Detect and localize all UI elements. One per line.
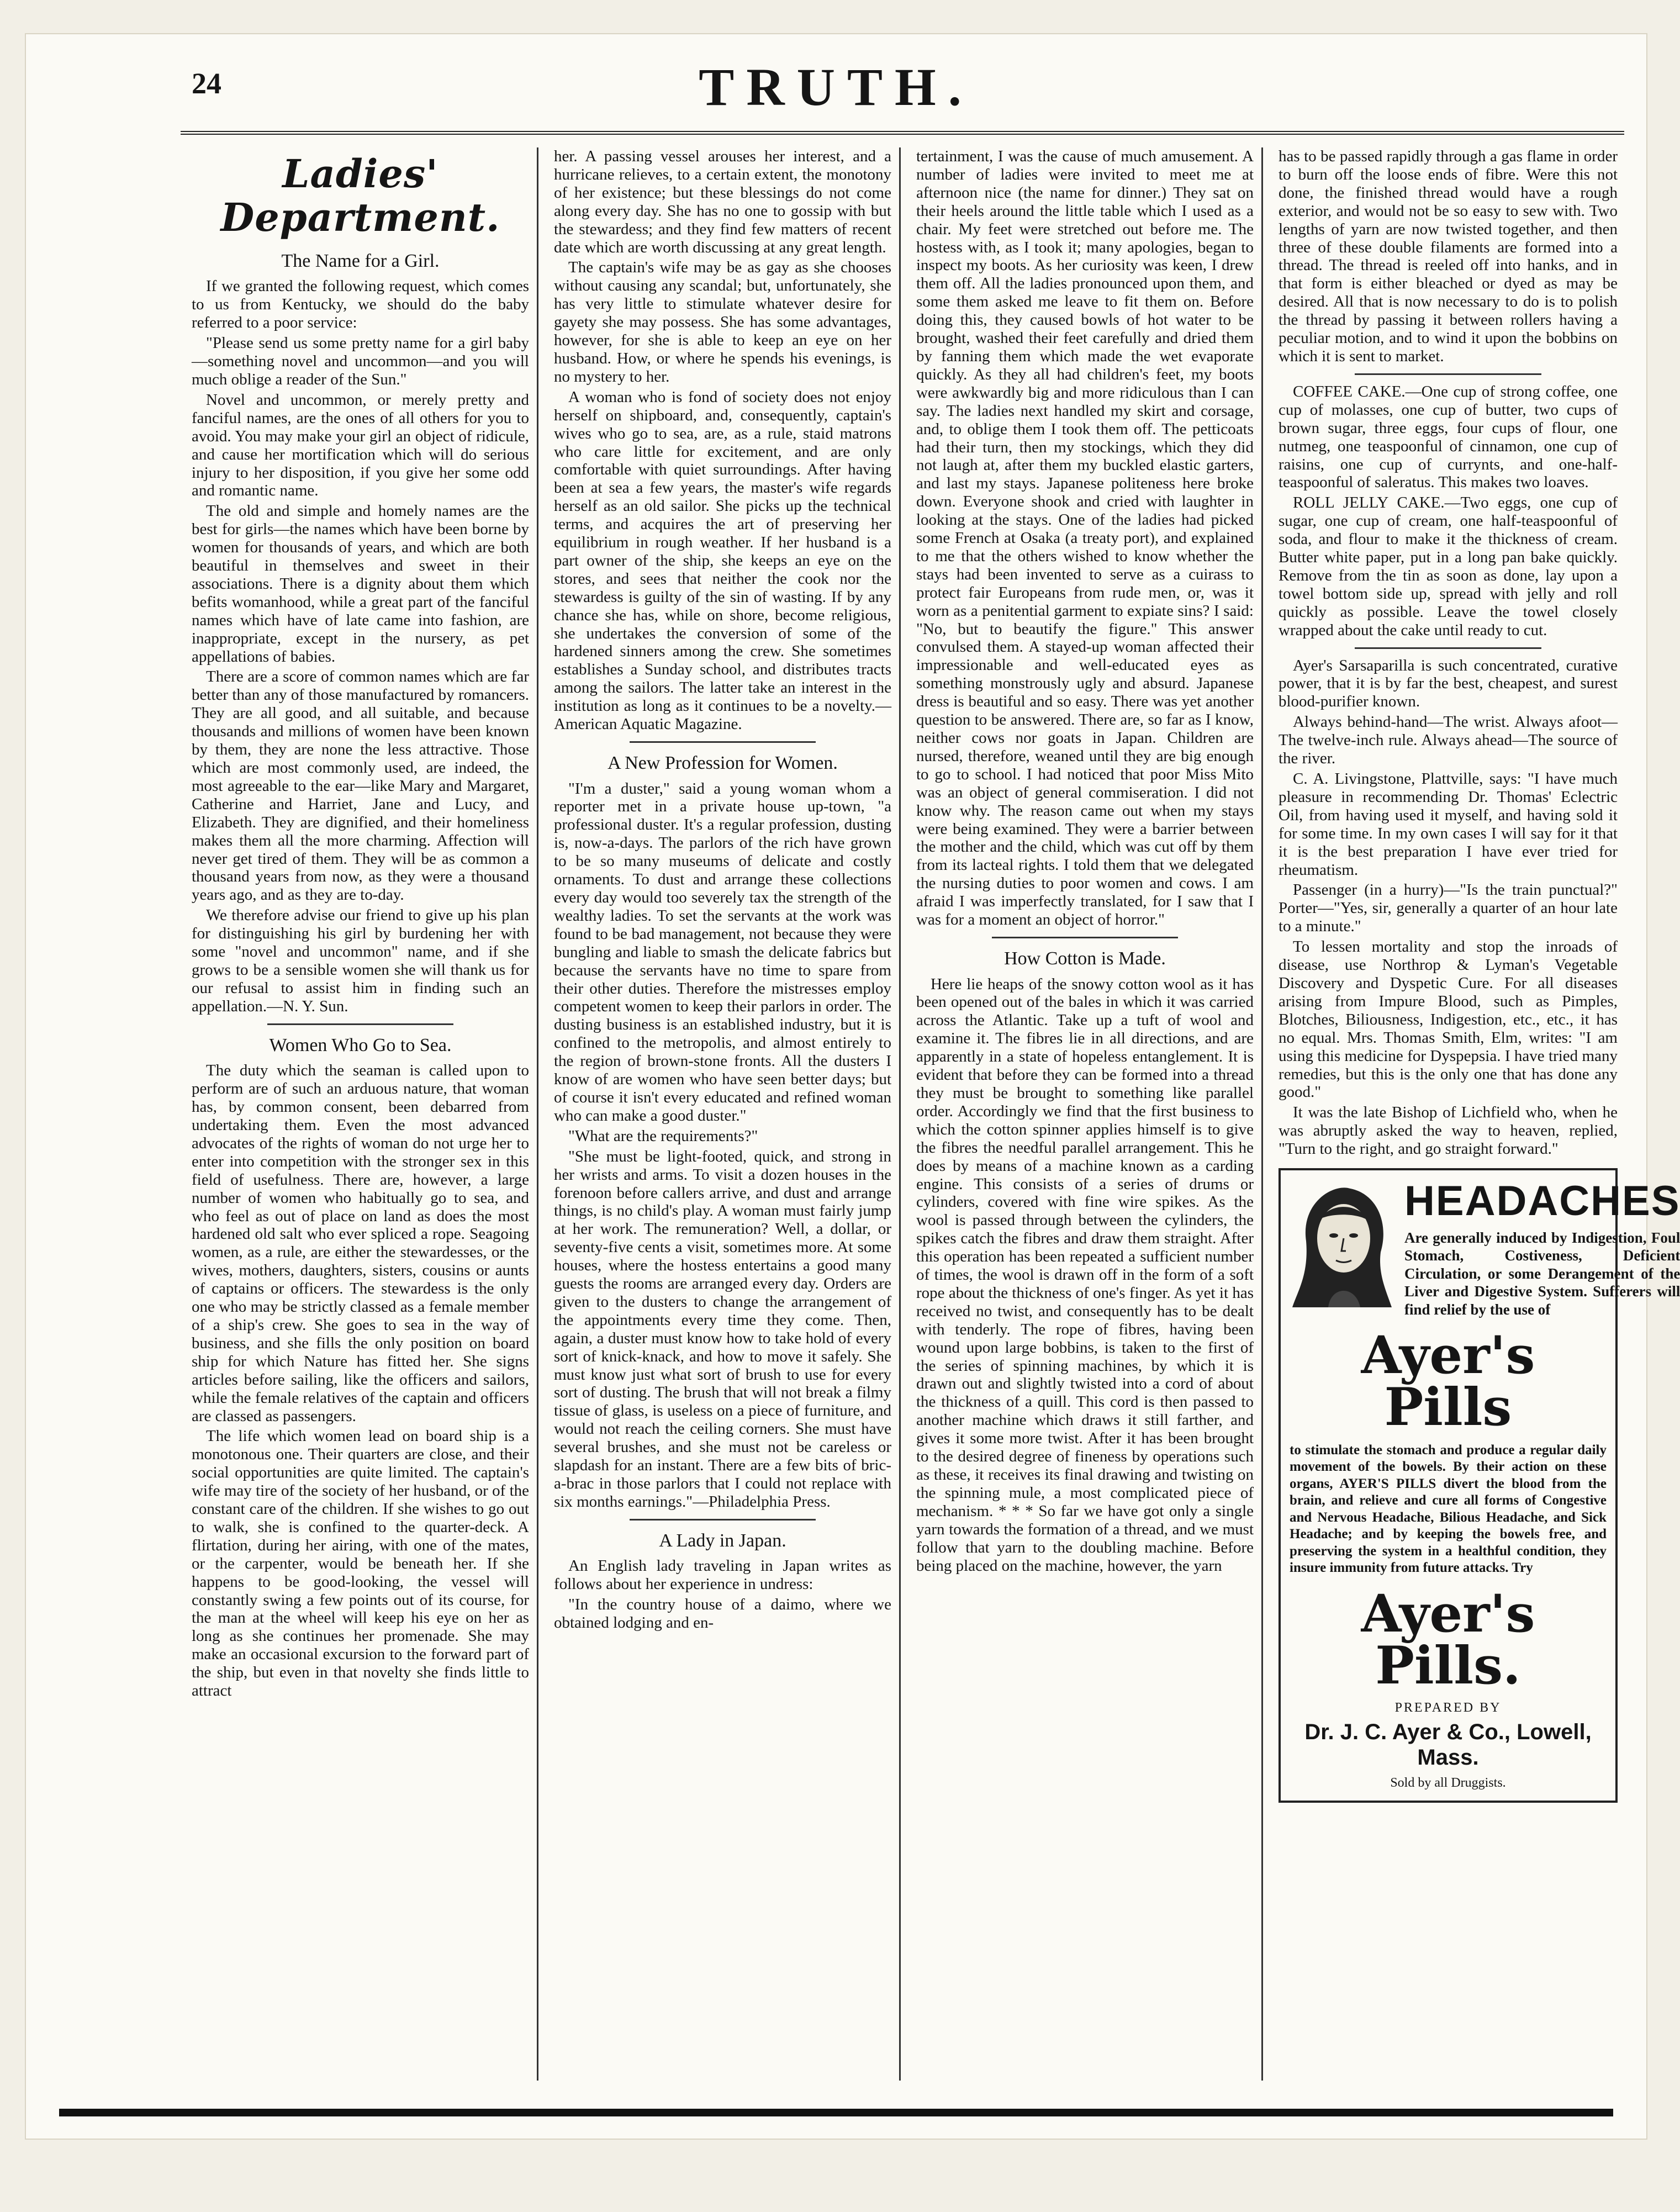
ornamental-divider (1355, 647, 1541, 649)
paragraph: There are a score of common names which are far better than any of those manufactured by romancers. They are all good, and all suitable, and because thousands and millions of women have been known by them, they are none the less attractive. Those which are most commonly used, are indeed, the most agreeable to the ear—like Mary and Margaret, Catherine and Harriet, Jane and Lucy, and Elizabeth. They are dignified, and their homeliness makes them all the more charming. Affection will never get tired of them. They will be as common a thousand years from now, as they were a thousand years ago, and as they are to-day. (192, 668, 529, 904)
column-2 (554, 147, 901, 2081)
paragraph: The duty which the seaman is called upon to perform are of such an arduous nature, that woman has, by common consent, been debarred from undertaking them. Even the most advanced advocates of the rights of woman do not urge her to enter into competition with the stronger sex in this field of usefulness. There are, however, a large number of women who habitually go to sea, and who feel as out of place on land as does the most hardened old salt who ever spliced a rope. Seagoing women, as a rule, are either the stewardesses, or the wives, mothers, daughters, sisters, cousins or aunts of captains or officers. The stewardess is the only one who may be strictly classed as a female member of a ship's crew. She goes to sea in the way of business, and she fills the only position on board ship for which Nature has fitted her. She signs articles before sailing, like the officers and sailors, while the female relatives of the captain and officers are classed as passengers. (192, 1062, 529, 1425)
paragraph: The life which women lead on board ship is a monotonous one. Their quarters are close, and their social opportunities are quite limited. The captain's wife may tire of the society of her husband, or of the constant care of the children. If she wishes to go out to walk, she is confined to the quarter-deck. A flirtation, during her airing, with one of the mates, or the carpenter, would be beneath her. If she happens to be good-looking, the vessel will constantly swing a few points out of its course, for the man at the wheel will keep his eye on her as long as she continues her promenade. She may make an occasional excursion to the forward part of the ship, but even in that novelty she finds little to attract (192, 1427, 529, 1700)
paragraph: "Please send us some pretty name for a girl baby—something novel and uncommon—and you will much oblige a reader of the Sun." (192, 334, 529, 388)
paragraph: We therefore advise our friend to give up his plan for distinguishing his girl by burdening her with some "novel and uncommon" name, and if she grows to be a sensible women she will thank us for our refusal to assist him in finding such an appellation.—N. Y. Sun. (192, 906, 529, 1015)
paragraph: Ayer's Sarsaparilla is such concentrated, curative power, that it is by far the best, cheapest, and surest blood-purifier known. (1279, 656, 1618, 711)
divider (630, 741, 815, 743)
divider (630, 1519, 815, 1521)
ad-causes: Are generally induced by Indigestion, Foul Stomach, Costiveness, Deficient Circulation, or some Derangement of the Liver and Digestive System. Sufferers will find relief by the use of (1404, 1229, 1680, 1318)
paragraph: If we granted the following request, which comes to us from Kentucky, we should do the baby referred to a poor service: (192, 277, 529, 332)
divider (1355, 373, 1541, 375)
paragraph: A woman who is fond of society does not enjoy herself on shipboard, and, consequently, captain's wives who go to sea, are, as a rule, staid matrons who care little for excitement, and are only comfortable with quiet surroundings. After having been at sea a few years, the master's wife regards herself as an old sailor. She picks up the technical terms, and acquires the art of preserving her equilibrium in rough weather. If her husband is a part owner of the ship, she keeps an eye on the stores, and sees that neither the cook nor the stewardess is guilty of the sin of wasting. If by any chance she has, while on shore, become religious, she undertakes the conversion of some of the hardened sinners among the crew. She sometimes establishes a Sunday school, and distributes tracts among the sailors. The latter take an interest in the institution as long as it continues to be a novelty.—American Aquatic Magazine. (554, 388, 891, 733)
ad-manufacturer: Dr. J. C. Ayer & Co., Lowell, Mass. (1304, 1720, 1592, 1770)
ad-prepared-by: PREPARED BY (1394, 1700, 1502, 1715)
paragraph: Always behind-hand—The wrist. Always afoot—The twelve-inch rule. Always ahead—The source of the river. (1279, 713, 1618, 768)
paragraph: An English lady traveling in Japan writes as follows about her experience in undress: (554, 1557, 891, 1593)
article-title: Women Who Go to Sea. (269, 1034, 452, 1055)
divider (267, 1023, 453, 1025)
paragraph: Passenger (in a hurry)—"Is the train punctual?" Porter—"Yes, sir, generally a quarter of an hour late to a minute." (1279, 881, 1618, 936)
paragraph: tertainment, I was the cause of much amusement. A number of ladies were invited to meet me at afternoon nice (the name for dinner.) They sat on their heels around the little table which I used as a chair. My feet were stretched out before me. The hostess with, as I took it; many apologies, began to inspect my boots. As her curiosity was keen, I drew them off. All the ladies pronounced upon them, and some them asked me leave to fit them on. Before doing this, they caused bowls of hot water to be brought, washed their feet carefully and dried them by fanning them which made the wet evaporate quickly. As they all had children's feet, my boots were awkwardly big and more ridiculous than I can say. The ladies next handled my skirt and corsage, and, to oblige them I took them off. The petticoats had their turn, then my stockings, which they did not laugh at, after them my buckled elastic garters, and last my stays. Japanese politeness here broke down. Everyone shook and cried with laughter in looking at the stays. One of the ladies had picked some French at Osaka (a treaty port), and explained to me that the others wished to know whether the stays had been invented to serve as a cuirass to protect fair Europeans from rude men, or, was it worn as a penitential garment to expiate sins? I said: "No, but to beautify the figure." This answer convulsed them. A stayed-up woman affected their impressionable and well-educated eyes as something monstrously ugly and absurd. Japanese dress is beautiful and so easy. There was yet another question to be answered. There are, so far as I know, neither cows nor goats in Japan. Children are nursed, therefore, weaned until they are big enough to go to school. I had noticed that poor Miss Mito was an object of general commiseration. I did not know why. The reason came out when my stays were being examined. They were a barrier between the mother and the child, which was cut off by them from its lacteal rights. I told them that we delegated the nursing duties to poor women and cows. I am afraid I was imperfectly translated, for I saw that I was for a moment an object of horror." (916, 147, 1254, 929)
paragraph: "She must be light-footed, quick, and strong in her wrists and arms. To visit a dozen houses in the forenoon before callers arrive, and dust and arrange things, is no child's play. A woman must fairly jump at her work. The remuneration? Well, a dollar, or seventy-five cents a visit, sometimes more. At some houses, where the hostess entertains a good many guests the rooms are arranged every day. Orders are given to the dusters to change the arrangement of the appointments every time they come. Then, again, a duster must know how to take hold of every sort of knick-knack, and how to move it safely. She must know just what sort of brush to use for every sort of dusting. The brush that will not break a filmy tissue of glass, is useless on a piece of furniture, and would not reach the ceiling corners. She must have several brushes, and she must not be careless or slapdash for an instant. There are a few bits of bric-a-brac in those parlors that I could not replace with six months earnings."—Philadelphia Press. (554, 1147, 891, 1511)
column-3 (916, 147, 1263, 2081)
article-title: The Name for a Girl. (281, 250, 440, 271)
recipe: ROLL JELLY CAKE.—Two eggs, one cup of sugar, one cup of cream, one half-teaspoonful of soda, and flour to make it the thickness of cream. Butter white paper, put in a long pan bake quickly. Remove from the tin as soon as done, lay upon a towel bottom side up, spread with jelly and roll quickly as possible. Leave the towel closely wrapped about the cake until ready to cut. (1279, 494, 1618, 639)
masthead: TRUTH. (699, 57, 974, 117)
ad-product-name: Ayer's Pills (1361, 1324, 1535, 1438)
ad-headline: HEADACHES (1404, 1178, 1680, 1225)
paragraph: "In the country house of a daimo, where we obtained lodging and en- (554, 1596, 891, 1632)
paragraph: To lessen mortality and stop the inroads of disease, use Northrop & Lyman's Vegetable Discovery and Dyspetic Cure. For all diseases arising from Impure Blood, such as Pimples, Blotches, Biliousness, Indigestion, etc., etc., it has no equal. Mrs. Thomas Smith, Elm, writes: "I am using this medicine for Dyspepsia. I have tried many remedies, but this is the only one that has done any good." (1279, 938, 1618, 1101)
paragraph: "I'm a duster," said a young woman whom a reporter met in a private house up-town, "a professional duster. It's a regular profession, dusting is, now-a-days. The parlors of the rich have grown to be so many museums of delicate and costly ornaments. To dust and arrange these collections every day would too severely tax the strength of the wealthy ladies. To set the servants at the work was found to be bad management, not because they were bungling and liable to smash the delicate fabrics but because the servants have no time to spare from their other duties. Therefore the mistresses employ competent women to keep their parlors in order. The dusting business is an established industry, but it is confined to the metropolis, and almost entirely to the region of brown-stone fronts. All the dusters I know of are women who have seen better days; but of course it isn't every educated and refined woman who can make a good duster." (554, 779, 891, 1125)
paragraph: The captain's wife may be as gay as she chooses without causing any scandal; but, unfortunately, she has very little to stimulate whatever desire for gayety she may possess. She has some advantages, however, for she is able to keep an eye on her husband. How, or where he spends his evenings, is no mystery to her. (554, 258, 891, 386)
article-title: A New Profession for Women. (607, 753, 838, 773)
ad-header (1290, 1178, 1680, 1318)
paragraph: It was the late Bishop of Lichfield who, when he was abruptly asked the way to heaven, replied, "Turn to the right, and go straight forward." (1279, 1104, 1618, 1158)
recipe: COFFEE CAKE.—One cup of strong coffee, one cup of molasses, one cup of butter, two cups of brown sugar, three eggs, four cups of flour, one nutmeg, one teaspoonful of cinnamon, one cup of raisins, one cup of currynts, and one-half-teaspoonful of saleratus. This makes two loaves. (1279, 382, 1618, 492)
ad-sold-by: Sold by all Druggists. (1390, 1776, 1506, 1790)
masthead-rule (181, 131, 1624, 135)
ad-product-name-repeat: Ayer's Pills. (1361, 1583, 1535, 1696)
paragraph: C. A. Livingstone, Plattville, says: "I have much pleasure in recommending Dr. Thomas' Eclectric Oil, from having used it myself, and having sold it for some time. In my own cases I will say for it that it is the best preparation I have ever tried for rheumatism. (1279, 770, 1618, 879)
divider (992, 937, 1177, 938)
ad-body-text: to stimulate the stomach and produce a regular daily movement of the bowels. By their action on these organs, AYER'S PILLS divert the blood from the brain, and relieve and cure all forms of Congestive and Nervous Headache, Bilious Headache, and Sick Headache; and by keeping the bowels free, and preserving the system in a healthful condition, they insure immunity from future attacks. Try (1290, 1442, 1607, 1576)
ayers-pills-advertisement (1279, 1168, 1680, 1803)
page-number: 24 (192, 67, 221, 100)
paragraph: "What are the requirements?" (568, 1127, 758, 1145)
column-4 (1279, 147, 1680, 2081)
department-heading: Ladies' Department. (220, 151, 500, 241)
paragraph: has to be passed rapidly through a gas flame in order to burn off the loose ends of fibre. Were this not done, the finished thread would have a rough exterior, and would not be so easy to sew with. Two lengths of yarn are now twisted together, and then three of these double filaments are formed into a thread. The thread is reeled off into hanks, and in that form is either bleached or dyed as may be desired. All that is now necessary to do is to polish the thread by passing it between rollers having a peculiar motion, and to wind it upon the bobbins on which it is sent to market. (1279, 147, 1618, 365)
bottom-rule (59, 2109, 1613, 2116)
ad-header-text (1404, 1180, 1680, 1318)
article-title: How Cotton is Made. (1004, 948, 1166, 969)
column-1 (192, 147, 538, 2081)
article-title: A Lady in Japan. (659, 1530, 786, 1551)
paragraph: The old and simple and homely names are the best for girls—the names which have been borne by women for thousands of years, and which are both beautiful in themselves and sweet in their associations. There is a dignity about them which befits womanhood, while a great part of the fanciful names which have of late came into fashion, are inappropriate, except in the nursery, as pet appellations of babies. (192, 502, 529, 666)
article-columns (192, 147, 1680, 2081)
woman-portrait-icon (1290, 1180, 1394, 1307)
paragraph: Here lie heaps of the snowy cotton wool as it has been opened out of the bales in which it was carried across the Atlantic. Take up a tuft of wool and examine it. The fibres lie in all directions, and are apparently in a state of hopeless entanglement. It is evident that before they can be formed into a thread they must be brought to something like parallel order. Accordingly we find that the first business to which the cotton spinner applies himself is to give the fibres the needful parallel arrangement. This he does by means of a machine known as a carding engine. This consists of a series of drums or cylinders, covered with fine wire spikes. As the wool is passed through between the cylinders, the spikes catch the fibres and draw them straight. After this operation has been repeated a sufficient number of times, the wool is drawn off in the form of a soft rope about the thickness of one's finger. As yet it has received no twist, and consequently has to be dealt with tenderly. The rope of fibres, having been wound upon large bobbins, is taken to the first of the series of spinning machines, by which it is drawn out and slightly twisted into a cord of about the thickness of a quill. This cord is then passed to another machine which draws it still farther, and gives it some more twist. After it has been brought to the desired degree of fineness by operations such as these, it receives its final drawing and twisting on the spinning mule, a most complicated piece of mechanism. * * * So far we have got only a single yarn towards the formation of a thread, and we must follow that yarn to the doubling machine. Before being placed on the machine, however, the yarn (916, 975, 1254, 1575)
paragraph: her. A passing vessel arouses her interest, and a hurricane relieves, to a certain extent, the monotony of her existence; but these blessings do not come along every day. She has no one to gossip with but the stewardess; and they find few matters of recent date which are worth discussing at any great length. (554, 147, 891, 256)
newspaper-page (25, 33, 1680, 2140)
paragraph: Novel and uncommon, or merely pretty and fanciful names, are the ones of all others for you to avoid. You may make your girl an object of ridicule, and cause her mortification which will do serious injury to her disposition, if you give her some odd and romantic name. (192, 390, 529, 500)
